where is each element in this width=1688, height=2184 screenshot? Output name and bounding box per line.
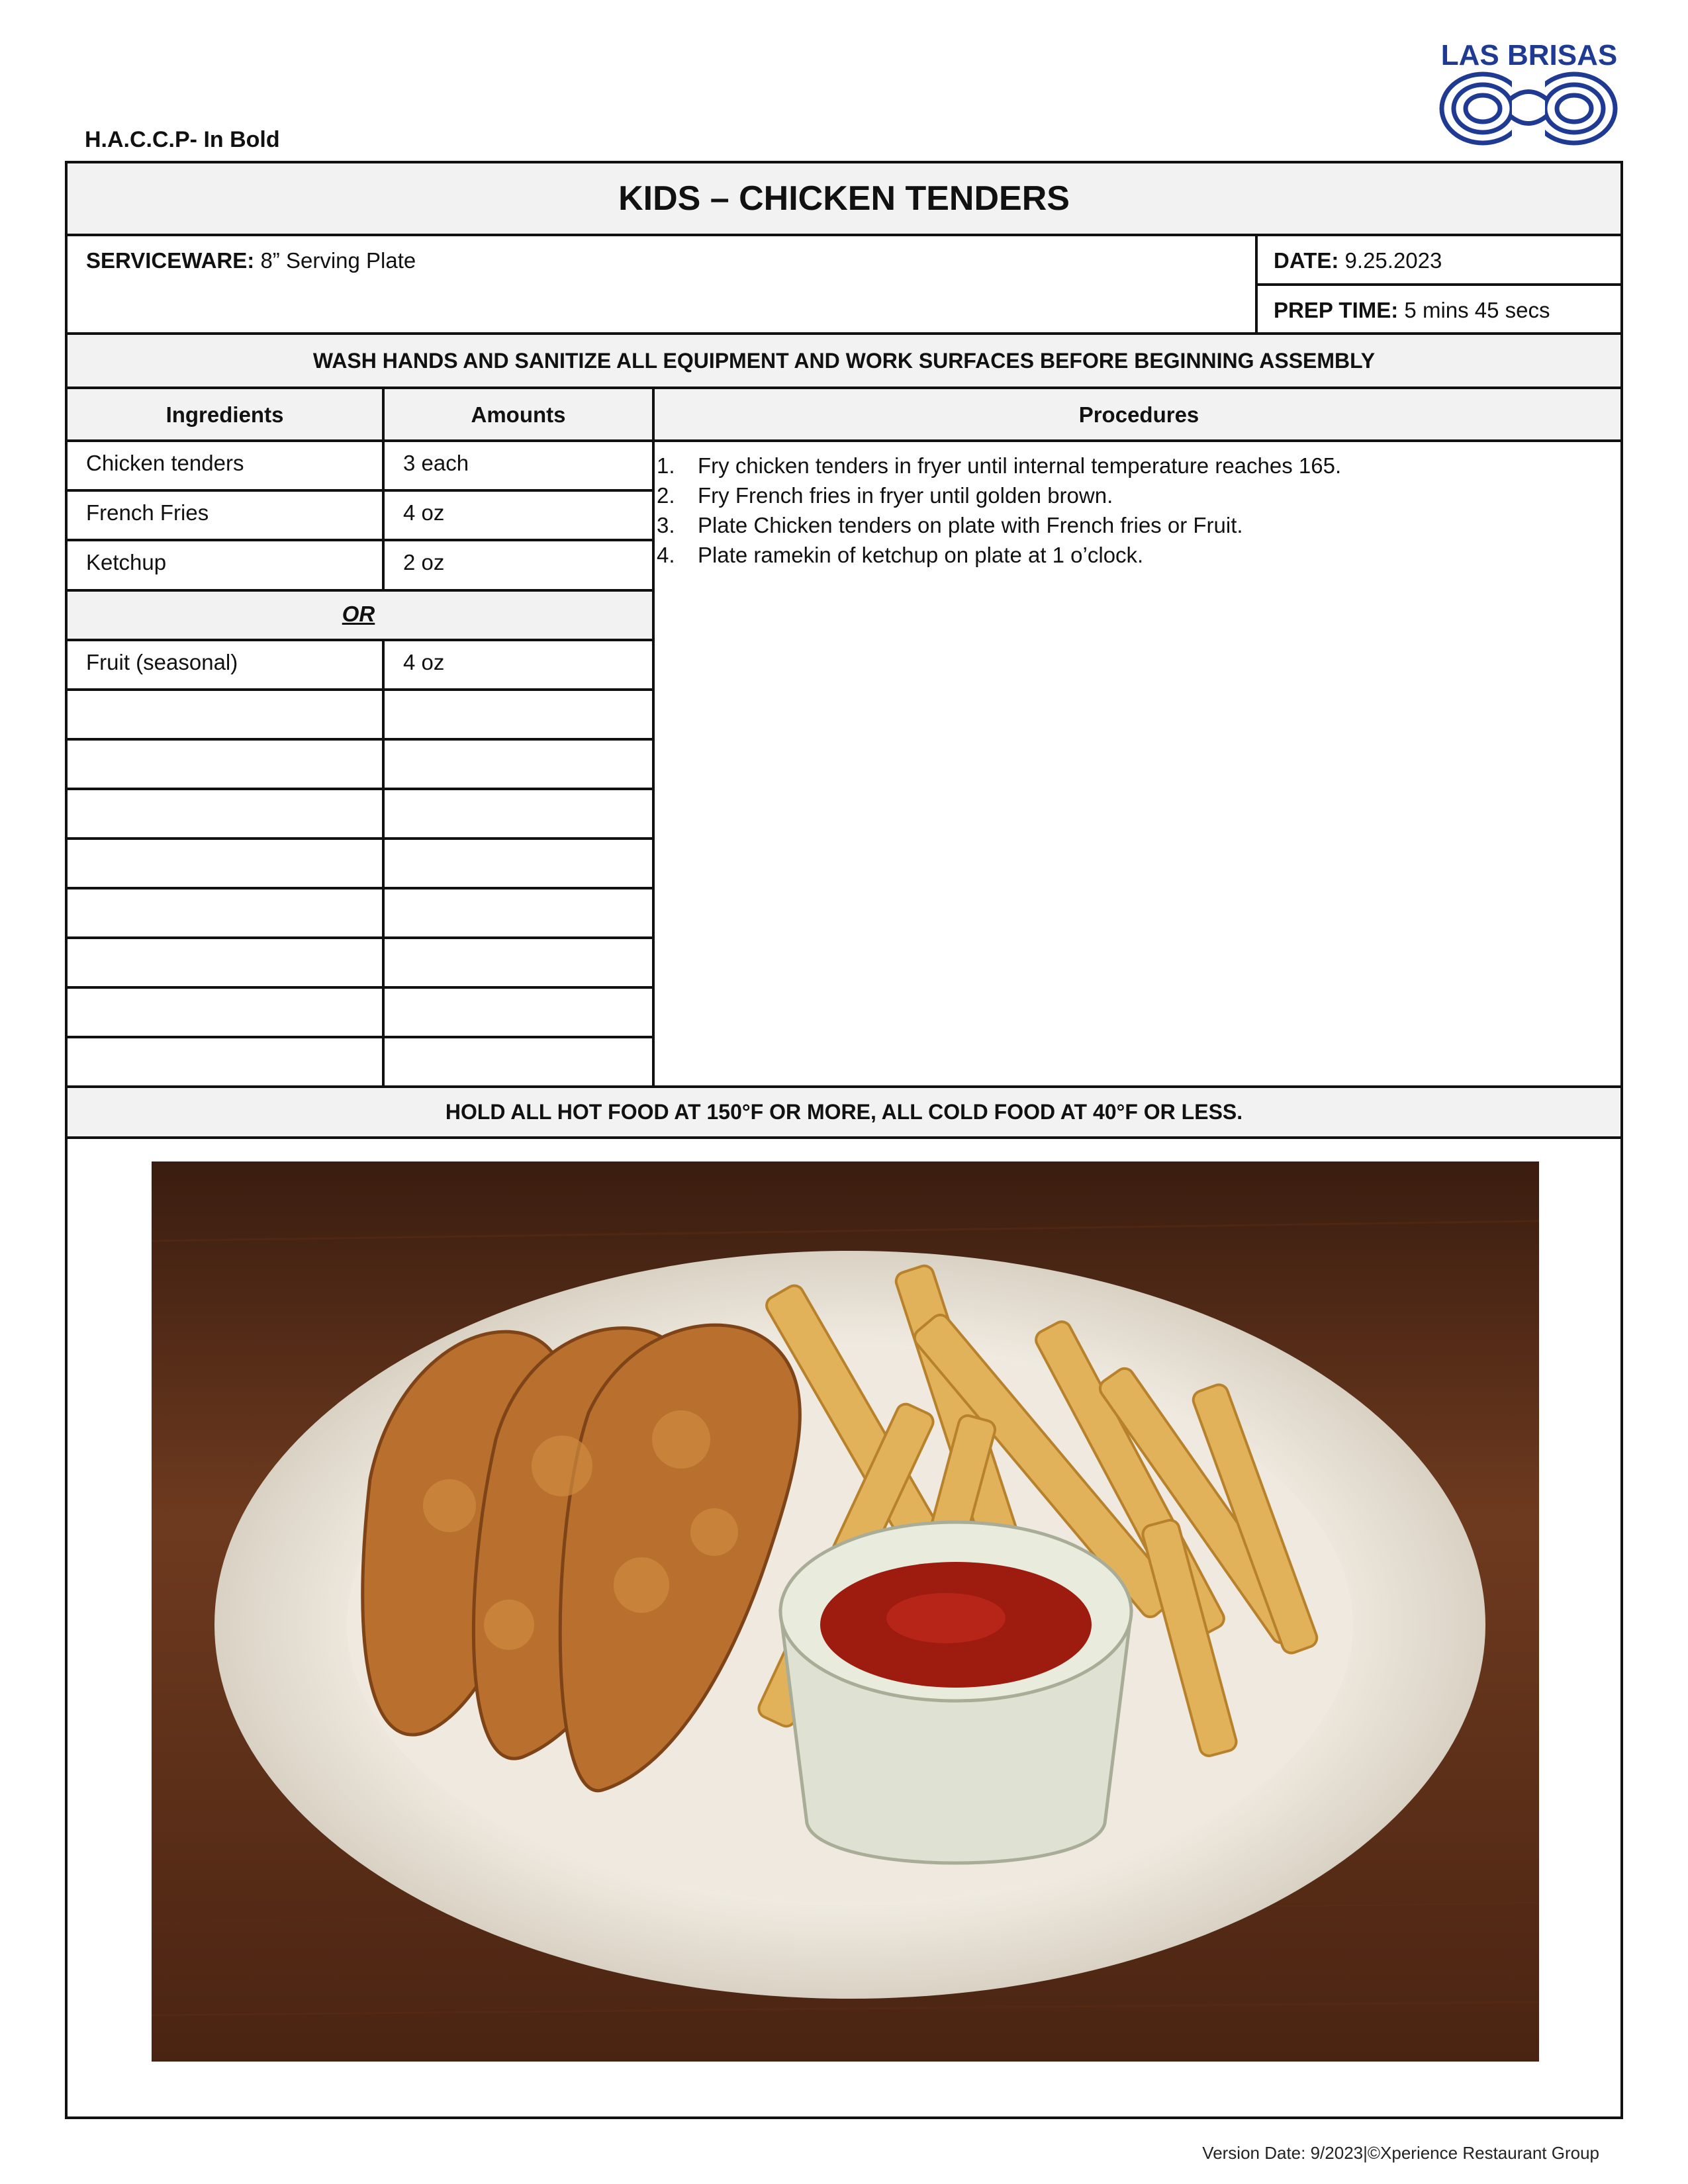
dish-photo (152, 1161, 1539, 2062)
ingredient-name: Ketchup (86, 550, 167, 574)
version-footer: Version Date: 9/2023|©Xperience Restaurant Group (1202, 2143, 1599, 2163)
title-row (68, 163, 1620, 234)
hold-notice-row (68, 1088, 1620, 1136)
procedures-header: Procedures (1078, 402, 1199, 427)
prep-time-label: PREP TIME: (1274, 298, 1399, 322)
procedure-step: 2. Fry French fries in fryer until golden brown. (657, 483, 1113, 508)
or-label: OR (342, 602, 375, 626)
ingredient-amount: 4 oz (403, 500, 445, 525)
recipe-title: KIDS – CHICKEN TENDERS (618, 179, 1070, 218)
procedure-step: 4. Plate ramekin of ketchup on plate at 1 o’clock. (657, 543, 1144, 567)
wash-notice-row (68, 335, 1620, 387)
serviceware-label: SERVICEWARE: (86, 248, 255, 273)
recipe-card (65, 161, 1623, 2119)
wash-notice: WASH HANDS AND SANITIZE ALL EQUIPMENT AND WORK SURFACES BEFORE BEGINNING ASSEMBLY (312, 349, 1376, 373)
date-cell (1274, 248, 1442, 273)
hold-notice: HOLD ALL HOT FOOD AT 150°F OR MORE, ALL COLD FOOD AT 40°F OR LESS. (445, 1100, 1243, 1124)
ingredients-header: Ingredients (165, 402, 284, 427)
ingredient-amount: 2 oz (403, 550, 445, 574)
ingredient-amount: 4 oz (403, 650, 445, 674)
serviceware-value: 8” Serving Plate (254, 248, 416, 273)
haccp-note: H.A.C.C.P- In Bold (85, 127, 280, 152)
date-value: 9.25.2023 (1338, 248, 1442, 273)
date-label: DATE: (1274, 248, 1339, 273)
ingredient-amount: 3 each (403, 451, 469, 475)
ingredient-name: Fruit (seasonal) (86, 650, 238, 674)
las-brisas-logo (1430, 37, 1628, 150)
svg-text:LAS BRISAS: LAS BRISAS (1440, 39, 1618, 71)
procedure-step: 1. Fry chicken tenders in fryer until internal temperature reaches 165. (657, 453, 1342, 478)
ingredient-name: French Fries (86, 500, 209, 525)
serviceware-cell (86, 248, 416, 273)
prep-time-cell (1274, 298, 1550, 323)
ingredient-name: Chicken tenders (86, 451, 244, 475)
prep-time-value: 5 mins 45 secs (1398, 298, 1550, 322)
procedures-list (657, 451, 1341, 570)
amounts-header: Amounts (471, 402, 566, 427)
procedure-step: 3. Plate Chicken tenders on plate with French fries or Fruit. (657, 513, 1243, 537)
